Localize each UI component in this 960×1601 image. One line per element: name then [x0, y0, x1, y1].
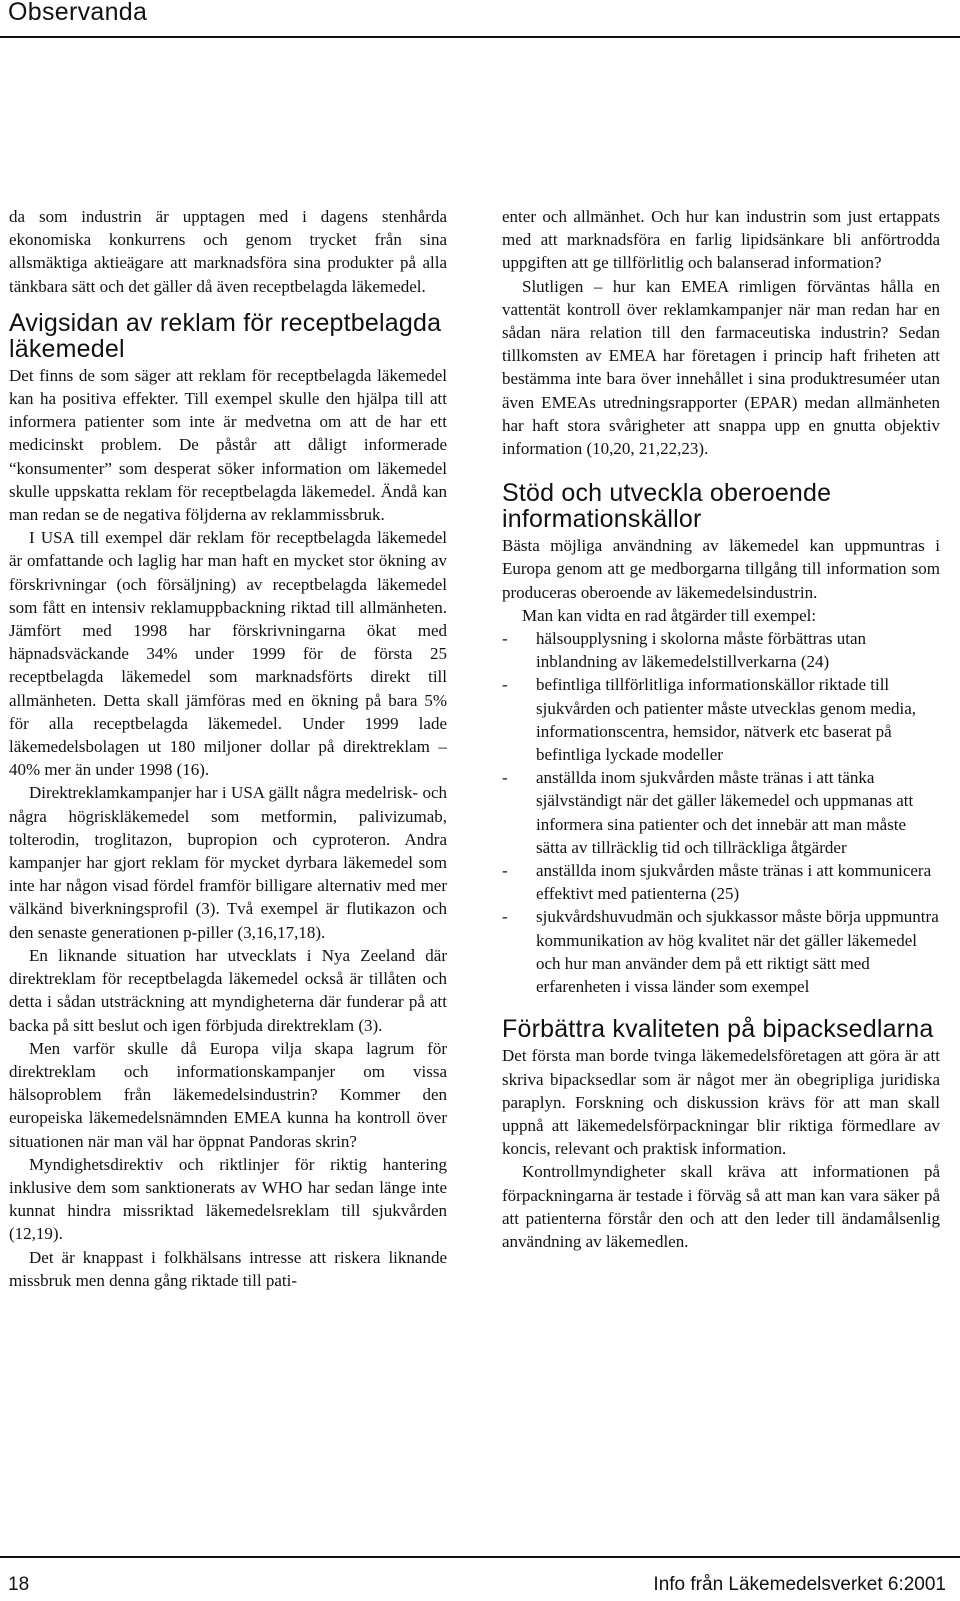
list-item	[502, 627, 940, 673]
page-number: 18	[8, 1574, 30, 1595]
paragraph: Myndighetsdirektiv och riktlinjer för riktig hantering inklusive dem som sanktionerats av WHO har sedan länge inte kunnat hindra missriktad läkemedelsreklam till sjukvården (12,19).	[9, 1154, 447, 1244]
paragraph: Direktreklamkampanjer har i USA gällt några medelrisk- och några högriskläkemedel som metformin, palivizumab, tolterodin, troglitazon, bupropion och cyproteron. Andra kampanjer har gjort reklam för mycket dyrbara läkemedel som inte har någon visad fördel framför billigare alternativ med mer välkänd biverkningsprofil (3). Två exempel är flutikazon och den senaste generationen p-piller (3,16,17,18).	[9, 783, 447, 942]
list-dash: -	[502, 629, 508, 649]
page-footer	[0, 1556, 960, 1601]
list-item	[502, 766, 940, 859]
list-dash: -	[502, 907, 508, 927]
intro-paragraph: da som industrin är upptagen med i dagens stenhårda ekonomiska konkurrens och genom trycket från sina allsmäktiga aktieägare att marknadsföra sina produkter på alla tänkbara sätt och det gäller då även receptbelagda läkemedel.	[9, 207, 447, 296]
paragraph: Man kan vidta en rad åtgärder till exempel:	[522, 605, 817, 625]
measures-list	[502, 627, 940, 998]
paragraph: Det är knappast i folkhälsans intresse att riskera liknande missbruk men denna gång riktade till pati-	[9, 1247, 447, 1290]
list-item	[502, 859, 940, 905]
list-dash: -	[502, 861, 508, 881]
list-dash: -	[502, 768, 508, 788]
paragraph: I USA till exempel där reklam för receptbelagda läkemedel är omfattande och laglig har man haft en mycket stor ökning av förskrivningar (och försäljning) av receptbelagda läkemedel som fått en intensiv reklamuppbackning riktad till allmänheten. Jämfört med 1998 har förskrivningarna ökat med häpnadsväckande 34% under 1999 för de första 25 receptbelagda läkemedel som marknadsförts direkt till allmänheten. Detta skall jämföras med en ökning på bara 5% för alla receptbelagda läkemedel. Under 1999 lade läkemedelsbolagen ut 180 miljoner dollar på direktreklam – 40% mer än under 1998 (16).	[9, 528, 447, 780]
publication-name: Info från Läkemedelsverket 6:2001	[653, 1574, 946, 1595]
list-item-text: anställda inom sjukvården måste tränas i att tänka självständigt när det gäller läkemedel och uppmanas att informera sina patienter och det innebär att man måste sätta av tillräcklig tid och tillräckliga åtgärder	[536, 768, 914, 857]
paragraph: Kontrollmyndigheter skall kräva att informationen på förpackningarna är testade i förväg så att man kan vara säker på att patienterna förstår den och att den leder till ändamålsenlig användning av läkemedlen.	[502, 1162, 940, 1251]
paragraph: Det första man borde tvinga läkemedelsföretagen att göra är att skriva bipacksedlar som är något mer än obegripliga juridiska paraplyn. Forskning och diskussion krävs för att man skall uppnå att läkemedelsförpackningar blir riktiga förmedlare av koncis, relevant och praktisk information.	[502, 1046, 940, 1159]
right-column	[502, 205, 940, 1253]
paragraph: Men varför skulle då Europa vilja skapa lagrum för direktreklam och informationskampanjer om vissa hälsoproblem från läkemedelsindustrin? Kommer den europeiska läkemedelsnämnden EMEA kunna ha kontroll över situationen när man väl har öppnat Pandoras skrin?	[9, 1038, 447, 1151]
paragraph: Bästa möjliga användning av läkemedel kan uppmuntras i Europa genom att ge medborgarna tillgång till information som produceras oberoende av läkemedelsindustrin.	[502, 536, 940, 602]
list-item-text: sjukvårdshuvudmän och sjukkassor måste börja uppmuntra kommunikation av hög kvalitet när det gäller läkemedel och hur man använder dem på ett riktigt sätt med erfarenheten i vissa länder som exempel	[536, 907, 939, 997]
section-title: Observanda	[8, 0, 148, 26]
heading-stod: Stöd och utveckla oberoende informationskällor	[502, 479, 832, 534]
header-rule	[0, 36, 960, 38]
list-item	[502, 905, 940, 998]
list-item-text: hälsoupplysning i skolorna måste förbättras utan inblandning av läkemedelstillverkarna (24)	[536, 629, 867, 672]
left-column	[9, 205, 447, 1292]
heading-avigsidan: Avigsidan av reklam för receptbelagda läkemedel	[9, 308, 442, 363]
list-dash: -	[502, 675, 508, 695]
list-item	[502, 673, 940, 766]
paragraph: En liknande situation har utvecklats i Nya Zeeland där direktreklam för receptbelagda läkemedel också är tillåten och detta i sådan utsträckning att myndigheterna där funderar på att backa på sitt beslut och igen förbjuda direktreklam (3).	[9, 945, 447, 1035]
paragraph: Slutligen – hur kan EMEA rimligen förväntas hålla en vattentät kontroll över reklamkampanjer när man redan har en sådan nära relation till den farmaceutiska industrin? Sedan tillkomsten av EMEA har företagen i princip haft friheten att bestämma inte bara över innehållet i sina produktresuméer utan även EMEAs utredningsrapporter (EPAR) medan allmänheten har haft stora svårigheter att snappa upp en gnutta objektiv information (10,20, 21,22,23).	[502, 276, 940, 459]
continuation-paragraph: enter och allmänhet. Och hur kan industrin som just ertappats med att marknadsföra en farlig lipidsänkare bli anförtrodda uppgiften att ge tillförlitlig och balanserad information?	[502, 207, 940, 273]
page-header	[0, 0, 960, 40]
list-item-text: befintliga tillförlitliga informationskällor riktade till sjukvården och patienter måste utvecklas genom media, informationscentra, hemsidor, nätverk etc baserat på befintliga lyckade modeller	[536, 675, 917, 765]
footer-rule	[0, 1556, 960, 1558]
list-item-text: anställda inom sjukvården måste tränas i att kommunicera effektivt med patienterna (25)	[536, 861, 932, 904]
paragraph: Det finns de som säger att reklam för receptbelagda läkemedel kan ha positiva effekter. Till exempel skulle den hjälpa till att informera patienter som inte är medvetna om att de har ett medicinskt problem. De påstår att dåligt informerade “konsumenter” som desperat söker information om läkemedel skulle uppskatta reklam för receptbelagda läkemedel. Ändå kan man redan se de negativa följderna av reklammissbruk.	[9, 365, 447, 525]
heading-forbattra: Förbättra kvaliteten på bipacksedlarna	[502, 1015, 934, 1044]
